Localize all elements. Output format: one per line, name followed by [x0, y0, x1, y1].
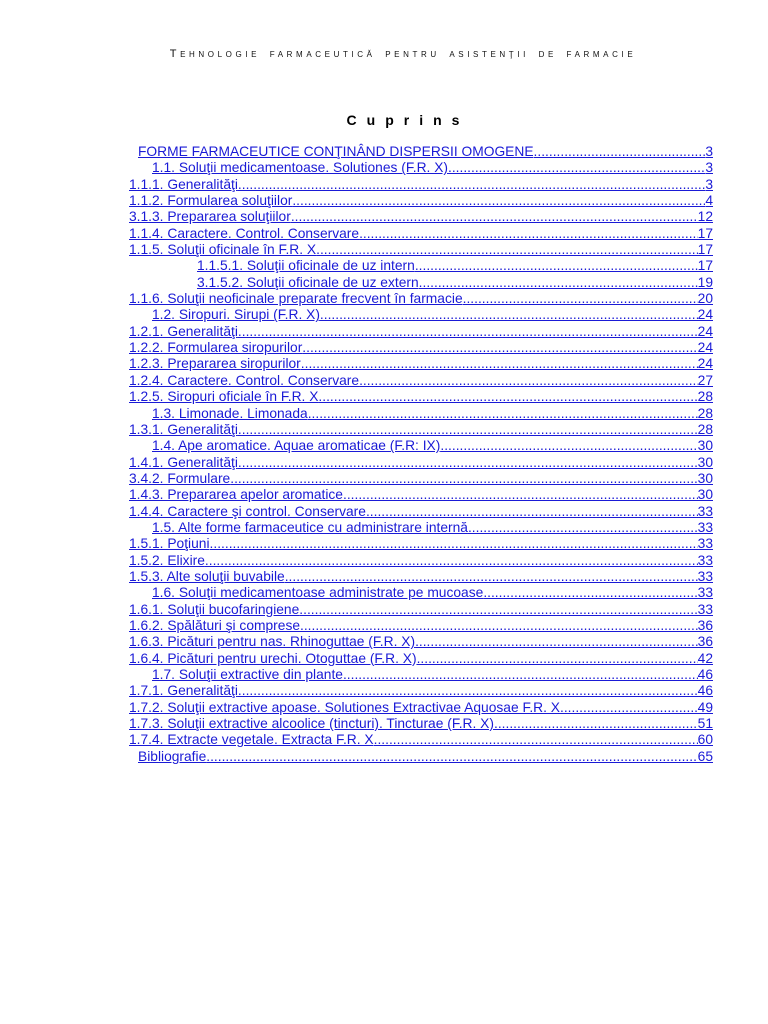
toc-entry[interactable] [129, 373, 713, 389]
toc-entry-title: 1.6.1. Soluţii bucofaringiene [129, 601, 300, 617]
toc-entry-page: 33 [697, 585, 713, 601]
toc-entry-page: 17 [697, 225, 713, 241]
toc-entry-page: 33 [697, 601, 713, 617]
dot-leader [238, 422, 698, 438]
toc-entry-page: 33 [697, 536, 713, 552]
toc-entry-page: 24 [697, 323, 713, 339]
toc-entry-page: 46 [697, 667, 713, 682]
toc-entry-page: 24 [697, 340, 713, 356]
toc-entry-title: 1.5.3. Alte soluţii buvabile [129, 568, 285, 584]
toc-entry-title: 1.6.4. Picături pentru urechi. Otoguttae (F.R. X) [129, 650, 417, 666]
dot-leader [318, 389, 697, 405]
toc-entry[interactable] [129, 536, 713, 552]
toc-entry[interactable] [152, 307, 713, 323]
toc-entry[interactable] [129, 242, 713, 258]
toc-entry-title: 1.4.1. Generalităţi [129, 454, 238, 470]
dot-leader [238, 455, 698, 471]
toc-entry-title: 1.5. Alte forme farmaceutice cu administrare internă [152, 519, 468, 535]
toc-entry[interactable] [129, 324, 713, 340]
toc-entry[interactable] [138, 144, 713, 160]
dot-leader [374, 732, 698, 748]
toc-entry-title: 1.2.3. Prepararea siropurilor [129, 356, 301, 372]
toc-entry[interactable] [197, 258, 713, 274]
toc-entry-title: 1.6.2. Spălături şi comprese [129, 617, 301, 633]
toc-entry-title: 1.2.5. Siropuri oficiale în F.R. X [129, 389, 319, 405]
toc-entry[interactable] [129, 602, 713, 618]
toc-entry-title: 1.4.3. Prepararea apelor aromatice [129, 487, 343, 503]
toc-entry-title: 1.2. Siropuri. Sirupi (F.R. X) [152, 307, 320, 323]
toc-entry[interactable] [129, 209, 713, 225]
dot-leader [291, 209, 698, 225]
toc-entry[interactable] [129, 569, 713, 585]
toc-entry[interactable] [129, 683, 713, 699]
dot-leader [415, 258, 698, 274]
toc-entry[interactable] [152, 160, 713, 176]
toc-entry-title: 3.1.3. Prepararea soluţiilor [129, 209, 291, 225]
toc-entry-page: 30 [697, 438, 713, 454]
toc-entry[interactable] [152, 520, 713, 536]
toc-entry-page: 3 [705, 176, 713, 192]
dot-leader [302, 340, 697, 356]
toc-entry-title: 1.2.4. Caractere. Control. Conservare [129, 372, 360, 388]
toc-entry-title: 1.1.5. Soluţii oficinale în F.R. X [129, 242, 317, 258]
toc-entry-title: 1.2.2. Formularea siropurilor [129, 340, 303, 356]
toc-entry-page: 28 [697, 421, 713, 437]
dot-leader [483, 585, 697, 601]
toc-entry-title: 1.7.4. Extracte vegetale. Extracta F.R. X [129, 732, 374, 748]
toc-entry-page: 46 [697, 683, 713, 699]
toc-entry[interactable] [152, 406, 713, 422]
toc-entry-page: 65 [697, 748, 713, 764]
dot-leader [238, 683, 698, 699]
toc-entry-title: 1.4.4. Caractere şi control. Conservare [129, 503, 366, 519]
dot-leader [316, 242, 698, 258]
toc-entry[interactable] [129, 618, 713, 634]
toc-entry-page: 4 [705, 193, 713, 209]
toc-entry[interactable] [129, 455, 713, 471]
toc-entry[interactable] [129, 553, 713, 569]
dot-leader [415, 634, 698, 650]
dot-leader [534, 144, 706, 160]
toc-entry-title: 1.1.6. Soluţii neoficinale preparate frecvent în farmacie [129, 291, 463, 307]
dot-leader [440, 438, 697, 454]
toc-entry-page: 27 [697, 372, 713, 388]
dot-leader [468, 520, 698, 536]
dot-leader [285, 569, 698, 585]
toc-entry-page: 19 [697, 274, 713, 290]
toc-entry-title: 1.1.4. Caractere. Control. Conservare [129, 225, 360, 241]
dot-leader [230, 471, 697, 487]
toc-entry[interactable] [152, 585, 713, 601]
toc-entry-title: 1.1.5.1. Soluţii oficinale de uz intern [197, 258, 415, 274]
toc-entry-title: 3.4.2. Formulare [129, 470, 231, 486]
table-of-contents [0, 144, 713, 765]
toc-entry[interactable] [129, 732, 713, 748]
toc-entry-title: Bibliografie [138, 748, 207, 764]
toc-entry-title: 1.3. Limonade. Limonada [152, 405, 308, 421]
toc-entry-page: 36 [697, 617, 713, 633]
toc-entry-page: 36 [697, 634, 713, 650]
toc-entry-page: 33 [697, 568, 713, 584]
toc-entry-page: 28 [697, 405, 713, 421]
toc-entry[interactable] [152, 667, 713, 683]
dot-leader [206, 749, 697, 765]
toc-entry[interactable] [129, 487, 713, 503]
dot-leader [359, 373, 698, 389]
toc-entry-title: 1.7. Soluţii extractive din plante [152, 667, 343, 682]
toc-entry-title: 1.5.1. Poţiuni [129, 536, 210, 552]
toc-entry[interactable] [129, 193, 713, 209]
toc-entry[interactable] [129, 389, 713, 405]
toc-entry-title: 1.7.2. Soluţii extractive apoase. Solutiones Extractivae Aquosae F.R. X [129, 699, 561, 715]
toc-entry-title: FORME FARMACEUTICE CONŢINÂND DISPERSII OMOGENE [138, 144, 534, 159]
toc-entry-title: 1.6. Soluţii medicamentoase administrate pe mucoase [152, 585, 484, 601]
dot-leader [463, 291, 698, 307]
toc-entry-title: 1.1.2. Formularea soluţiilor [129, 193, 293, 209]
toc-entry[interactable] [129, 340, 713, 356]
toc-entry-page: 20 [697, 291, 713, 307]
toc-entry[interactable] [129, 716, 713, 732]
toc-entry-page: 3 [705, 144, 713, 159]
toc-entry[interactable] [129, 651, 713, 667]
toc-entry[interactable] [129, 634, 713, 650]
toc-title: Cuprins [346, 112, 470, 128]
toc-entry-page: 17 [697, 242, 713, 258]
toc-entry[interactable] [129, 291, 713, 307]
toc-entry[interactable] [129, 700, 713, 716]
toc-entry-page: 49 [697, 699, 713, 715]
dot-leader [320, 307, 698, 323]
toc-entry-page: 3 [705, 160, 713, 176]
dot-leader [419, 275, 698, 291]
toc-entry[interactable] [152, 438, 713, 454]
toc-entry-title: 1.7.3. Soluţii extractive alcoolice (tincturi). Tincturae (F.R. X) [129, 716, 494, 732]
dot-leader [301, 356, 698, 372]
toc-entry-title: 1.1.1. Generalităţi [129, 176, 238, 192]
toc-entry-page: 51 [697, 716, 713, 732]
dot-leader [300, 618, 698, 634]
dot-leader [343, 487, 698, 503]
dot-leader [292, 193, 705, 209]
toc-entry-page: 30 [697, 454, 713, 470]
toc-entry-title: 1.2.1. Generalităţi [129, 323, 238, 339]
dot-leader [299, 602, 697, 618]
toc-entry[interactable] [129, 471, 713, 487]
toc-entry-page: 30 [697, 487, 713, 503]
toc-entry-title: 1.1. Soluţii medicamentoase. Solutiones (F.R. X) [152, 160, 449, 176]
running-header: Tehnologie farmaceutică pentru asistenţii de farmacie [169, 48, 637, 60]
toc-entry[interactable] [129, 177, 713, 193]
dot-leader [205, 553, 698, 569]
toc-entry-title: 1.7.1. Generalităţi [129, 683, 238, 699]
toc-entry-page: 24 [697, 356, 713, 372]
toc-entry-title: 1.6.3. Picături pentru nas. Rhinoguttae (F.R. X) [129, 634, 416, 650]
dot-leader [417, 651, 698, 667]
toc-entry[interactable] [129, 356, 713, 372]
dot-leader [308, 406, 698, 422]
toc-entry-title: 1.5.2. Elixire [129, 552, 205, 568]
toc-entry-page: 12 [697, 209, 713, 225]
toc-entry[interactable] [129, 504, 713, 520]
toc-entry-page: 33 [697, 552, 713, 568]
dot-leader [343, 667, 698, 683]
toc-entry-title: 1.3.1. Generalităţi [129, 421, 238, 437]
toc-entry-page: 33 [697, 519, 713, 535]
toc-entry-page: 33 [697, 503, 713, 519]
dot-leader [448, 160, 705, 176]
dot-leader [238, 324, 698, 340]
toc-entry-title: 1.4. Ape aromatice. Aquae aromaticae (F.R: IX) [152, 438, 441, 454]
toc-entry[interactable] [197, 275, 713, 291]
toc-entry-page: 28 [697, 389, 713, 405]
dot-leader [210, 536, 698, 552]
dot-leader [494, 716, 698, 732]
toc-entry-page: 30 [697, 470, 713, 486]
toc-entry-page: 17 [697, 258, 713, 274]
dot-leader [560, 700, 698, 716]
toc-entry-title: 3.1.5.2. Soluţii oficinale de uz extern [197, 274, 419, 290]
toc-entry[interactable] [138, 749, 713, 765]
toc-entry[interactable] [129, 226, 713, 242]
toc-entry-page: 24 [697, 307, 713, 323]
dot-leader [359, 226, 698, 242]
dot-leader [238, 177, 705, 193]
dot-leader [366, 504, 698, 520]
toc-entry-page: 42 [697, 650, 713, 666]
toc-entry[interactable] [129, 422, 713, 438]
toc-entry-page: 60 [697, 732, 713, 748]
